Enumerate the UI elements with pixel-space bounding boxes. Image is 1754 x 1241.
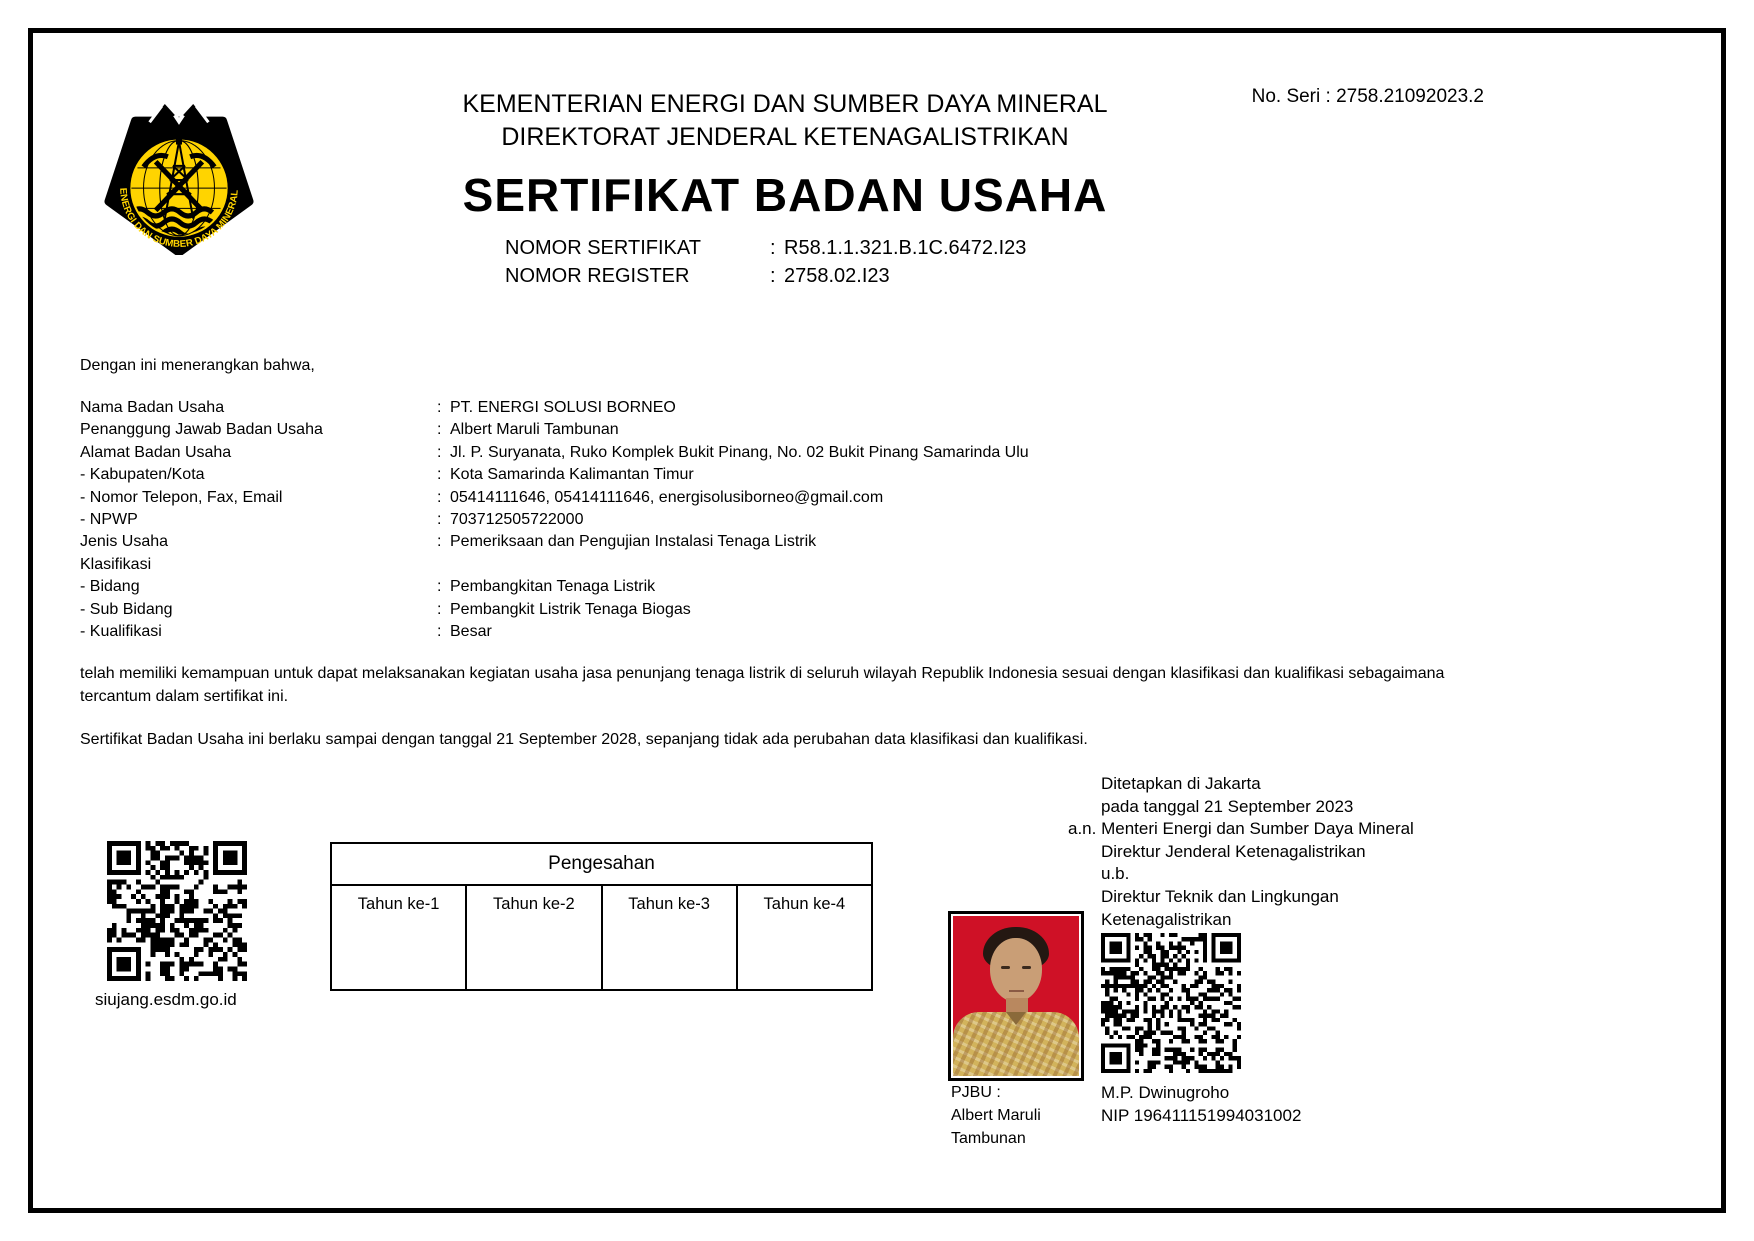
photo-eye xyxy=(1001,966,1010,969)
logo-ring-text: ENERGI DAN SUMBER DAYA MINERAL xyxy=(117,187,241,250)
field-label: - Kualifikasi xyxy=(80,622,162,640)
endorsement-col-label: Tahun ke-4 xyxy=(763,895,846,913)
field-separator: : xyxy=(437,533,442,551)
photo-caption-name-line2: Tambunan xyxy=(951,1130,1026,1147)
photo-face xyxy=(990,938,1042,1002)
field-separator: : xyxy=(437,510,442,528)
photo-collar xyxy=(1006,1012,1026,1025)
ministry-name: KEMENTERIAN ENERGI DAN SUMBER DAYA MINERAL xyxy=(462,90,1108,118)
endorsement-cell-year1 xyxy=(332,886,467,989)
endorsement-cell-year2 xyxy=(467,886,602,989)
certificate-numbers xyxy=(505,237,1205,293)
field-row-bidang xyxy=(80,578,1640,600)
endorsement-table-row xyxy=(332,886,871,989)
pjbu-photo xyxy=(948,911,1084,1081)
field-row-alamat xyxy=(80,444,1640,466)
field-value: Pembangkitan Tenaga Listrik xyxy=(450,578,656,596)
field-label: Klasifikasi xyxy=(80,555,152,573)
qr-right-icon xyxy=(1101,933,1241,1073)
number-separator: : xyxy=(770,265,776,287)
endorsement-cell-year3 xyxy=(603,886,738,989)
field-label: - Sub Bidang xyxy=(80,600,173,618)
photo-caption-name-line1: Albert Maruli xyxy=(951,1107,1041,1124)
field-label: Penanggung Jawab Badan Usaha xyxy=(80,421,323,439)
field-value: PT. ENERGI SOLUSI BORNEO xyxy=(450,399,676,416)
field-label: Jenis Usaha xyxy=(80,533,169,551)
field-separator: : xyxy=(437,466,442,484)
number-label: NOMOR REGISTER xyxy=(505,265,690,287)
pjbu-photo-image xyxy=(953,916,1079,1076)
signature-role2-line1: Direktur Teknik dan Lingkungan xyxy=(1101,886,1339,906)
endorsement-table-title: Pengesahan xyxy=(332,844,871,886)
signature-block xyxy=(1068,773,1414,931)
field-value: Jl. P. Suryanata, Ruko Komplek Bukit Pinang, No. 02 Bukit Pinang Samarinda Ulu xyxy=(450,443,1029,461)
field-label: Nama Badan Usaha xyxy=(80,399,225,416)
register-number-row xyxy=(505,265,1205,293)
field-row-penanggung-jawab xyxy=(80,421,1640,443)
endorsement-table xyxy=(330,842,873,991)
field-value: Pembangkit Listrik Tenaga Biogas xyxy=(450,600,691,618)
endorsement-col-label: Tahun ke-1 xyxy=(357,895,440,913)
header xyxy=(0,88,1570,222)
field-value: Albert Maruli Tambunan xyxy=(450,421,619,439)
intro-line: Dengan ini menerangkan bahwa, xyxy=(80,357,315,374)
signature-role2-line2: Ketenagalistrikan xyxy=(1101,909,1232,929)
field-label: - Kabupaten/Kota xyxy=(80,466,205,484)
serial-number: No. Seri : 2758.21092023.2 xyxy=(1251,86,1484,107)
endorsement-col-label: Tahun ke-2 xyxy=(493,895,575,913)
field-separator: : xyxy=(437,443,442,461)
field-row-sub-bidang xyxy=(80,601,1640,623)
number-value: 2758.02.I23 xyxy=(784,265,890,287)
field-value: Kota Samarinda Kalimantan Timur xyxy=(450,466,694,484)
qr-left-icon xyxy=(107,841,247,981)
field-separator: : xyxy=(437,399,442,416)
field-row-kualifikasi xyxy=(80,623,1640,645)
number-value: R58.1.1.321.B.1C.6472.I23 xyxy=(784,237,1027,259)
signature-place: Ditetapkan di Jakarta xyxy=(1101,774,1261,793)
signer-block xyxy=(1101,1081,1301,1127)
validity-paragraph: Sertifikat Badan Usaha ini berlaku sampai dengan tanggal 21 September 2028, sepanjang tidak ada perubahan data klasifikasi dan kualifikasi. xyxy=(80,731,1088,748)
field-separator: : xyxy=(437,421,442,439)
field-value: 703712505722000 xyxy=(450,510,584,528)
field-value: Besar xyxy=(450,622,492,640)
certificate-title: SERTIFIKAT BADAN USAHA xyxy=(462,169,1108,221)
signature-date: pada tanggal 21 September 2023 xyxy=(1101,796,1354,816)
certificate-number-row xyxy=(505,237,1205,265)
field-value: 05414111646, 05414111646, energisolusiborneo@gmail.com xyxy=(450,488,884,506)
qr-code-left xyxy=(107,841,247,981)
field-row-kabupaten xyxy=(80,466,1640,488)
endorsement-cell-year4 xyxy=(738,886,871,989)
field-row-telepon xyxy=(80,489,1640,511)
photo-caption xyxy=(951,1081,1041,1150)
field-label: - Nomor Telepon, Fax, Email xyxy=(80,488,283,506)
field-separator: : xyxy=(437,622,442,640)
photo-mouth xyxy=(1009,990,1024,992)
signer-name: M.P. Dwinugroho xyxy=(1101,1083,1230,1102)
field-row-nama xyxy=(80,399,1640,421)
field-separator: : xyxy=(437,488,442,506)
field-value: Pemeriksaan dan Pengujian Instalasi Tenaga Listrik xyxy=(450,533,817,551)
capability-paragraph: telah memiliki kemampuan untuk dapat melaksanakan kegiatan usaha jasa penunjang tenaga listrik di seluruh wilayah Republik Indonesia sesuai dengan klasifikasi dan kualifikasi sebagaimana tercantum dalam sertifikat ini. xyxy=(80,665,1445,705)
directorate-name: DIREKTORAT JENDERAL KETENAGALISTRIKAN xyxy=(501,123,1069,151)
field-row-jenis-usaha xyxy=(80,533,1640,555)
signature-role1: Direktur Jenderal Ketenagalistrikan xyxy=(1101,841,1366,861)
number-label: NOMOR SERTIFIKAT xyxy=(505,237,701,259)
signature-ub: u.b. xyxy=(1101,864,1130,884)
field-label: Alamat Badan Usaha xyxy=(80,443,232,461)
qr-code-right xyxy=(1101,933,1241,1073)
field-separator: : xyxy=(437,600,442,618)
number-separator: : xyxy=(770,237,776,259)
photo-eye xyxy=(1022,966,1031,969)
photo-caption-title: PJBU : xyxy=(951,1084,1001,1101)
company-fields xyxy=(80,399,1640,645)
field-label: - NPWP xyxy=(80,510,138,528)
field-separator: : xyxy=(437,578,442,596)
signer-nip: NIP 196411151994031002 xyxy=(1101,1106,1302,1125)
qr-left-caption: siujang.esdm.go.id xyxy=(95,990,237,1009)
field-row-npwp xyxy=(80,511,1640,533)
field-row-klasifikasi xyxy=(80,556,1640,578)
endorsement-col-label: Tahun ke-3 xyxy=(628,895,710,913)
signature-on-behalf: a.n. Menteri Energi dan Sumber Daya Mineral xyxy=(1068,819,1414,839)
field-label: - Bidang xyxy=(80,578,140,596)
